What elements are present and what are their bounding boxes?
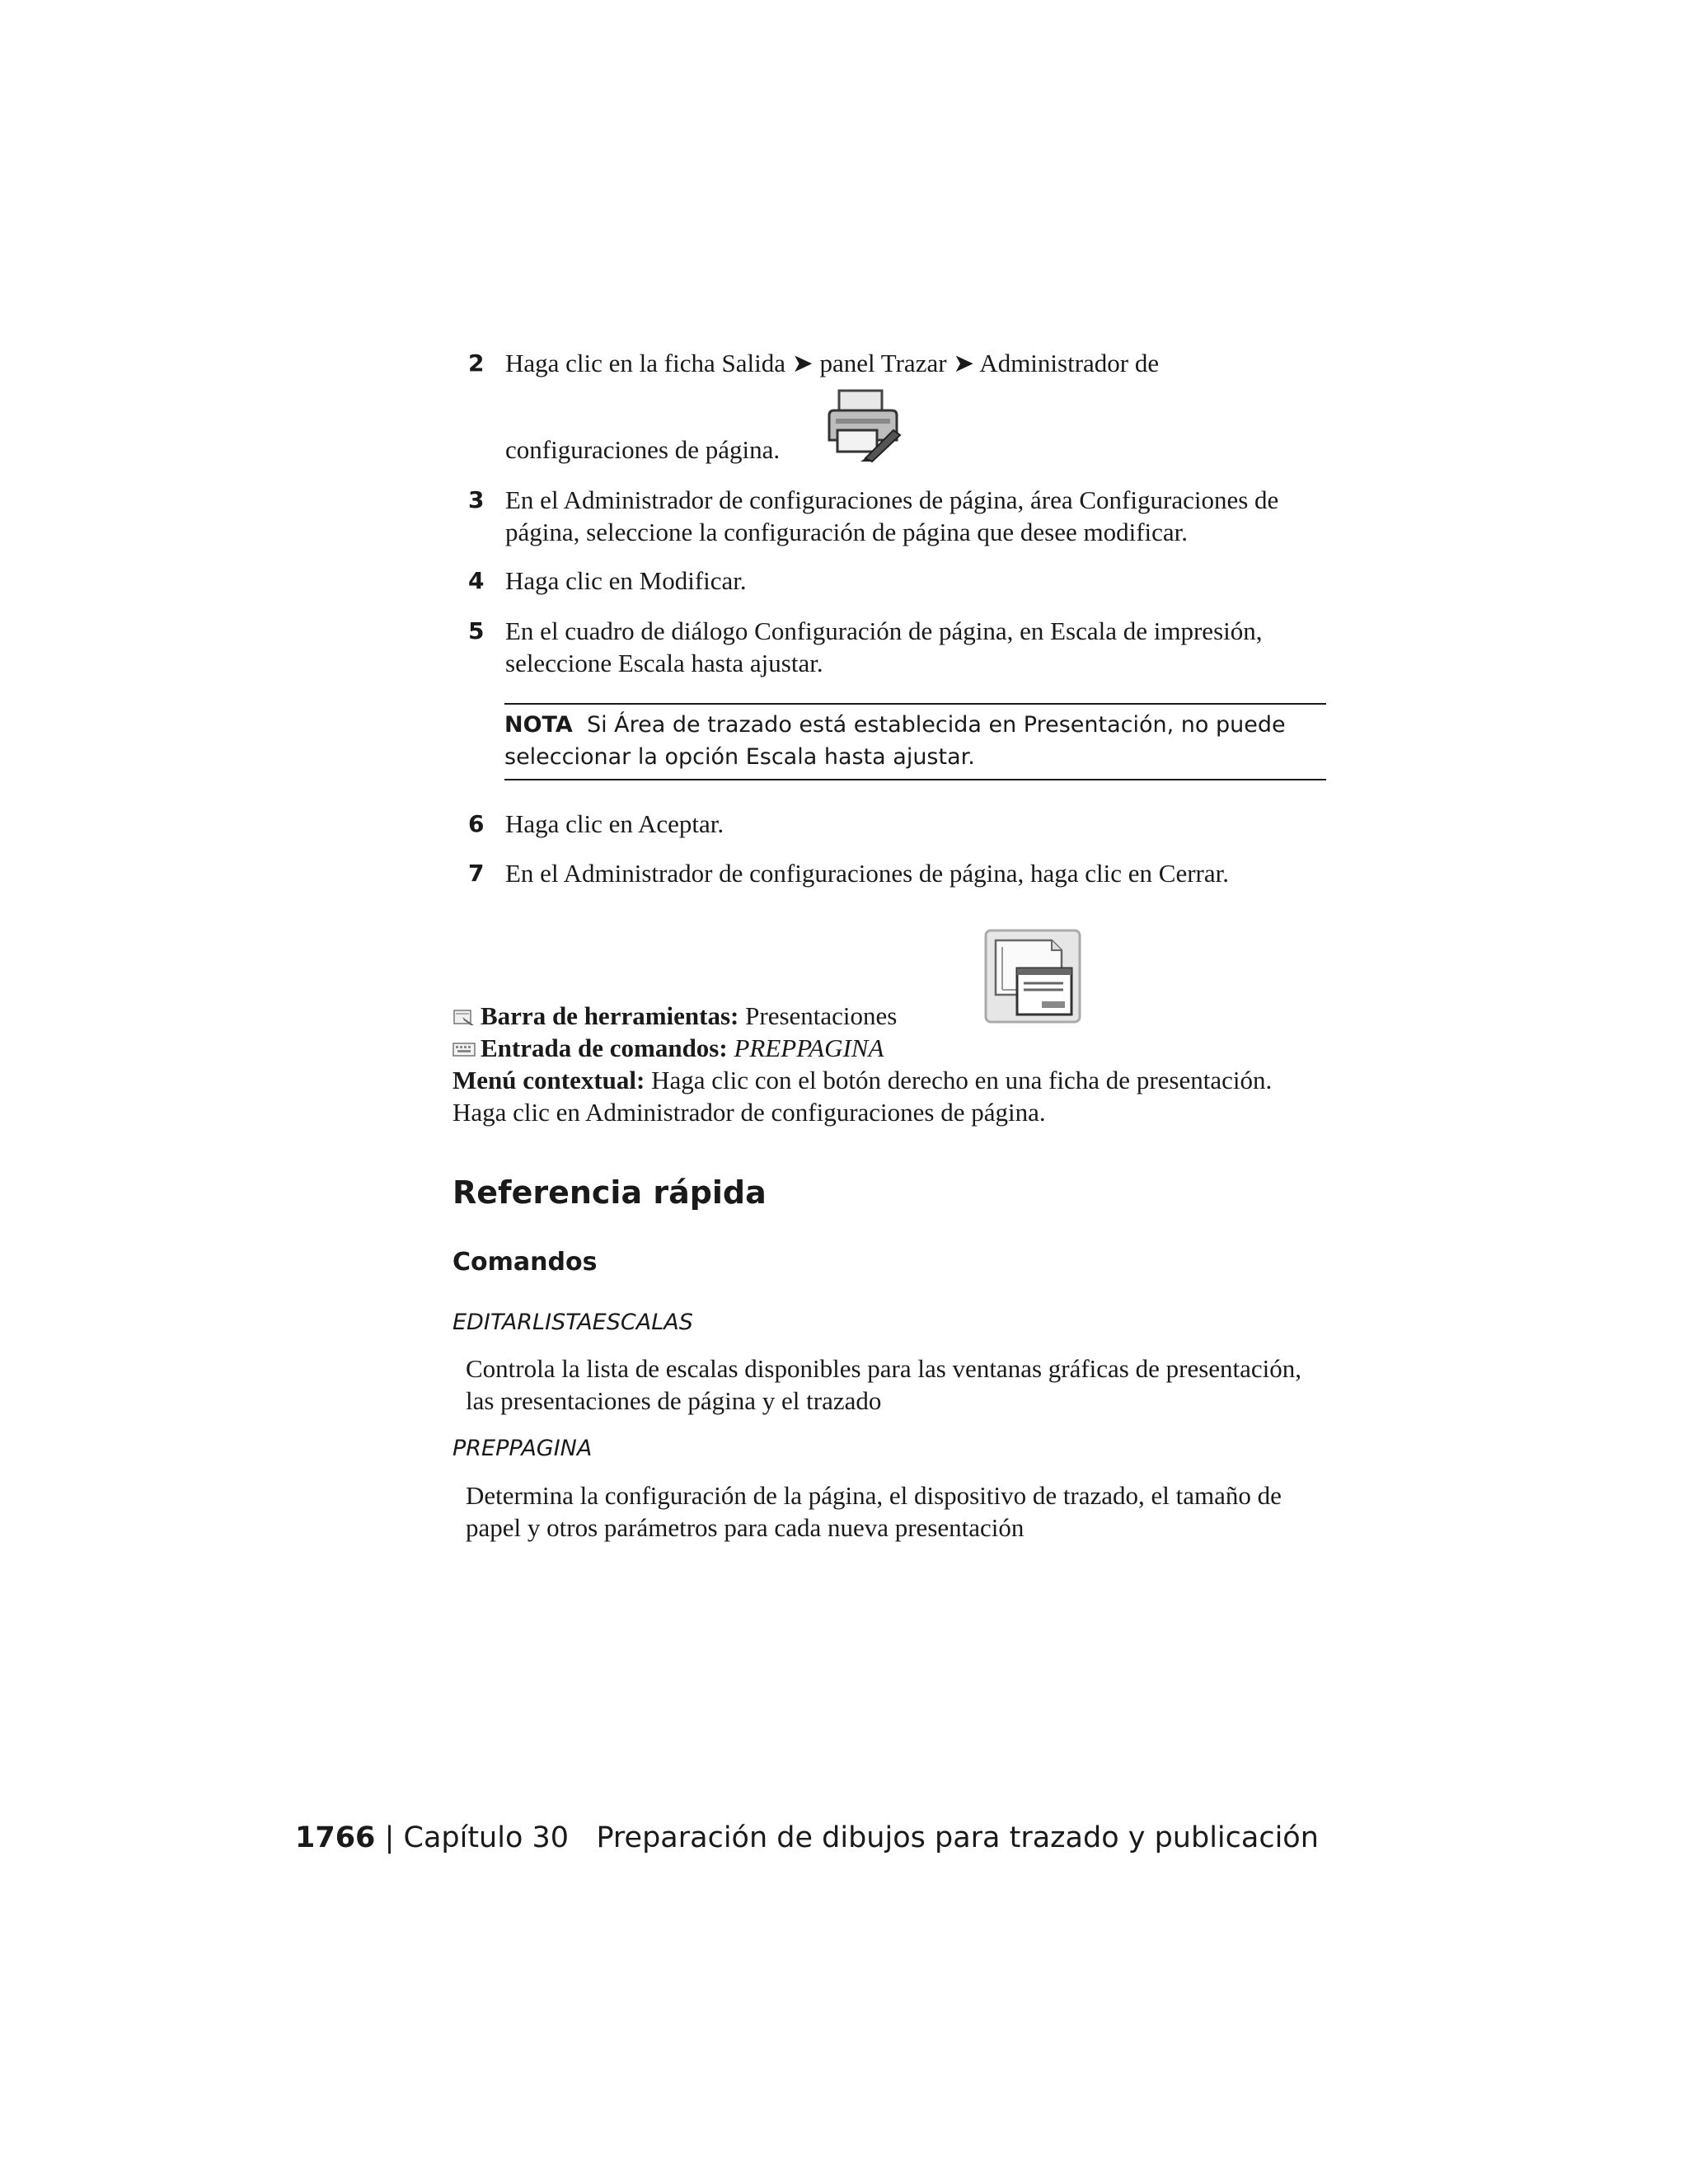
page-setup-printer-icon — [824, 387, 903, 463]
note-text: Si Área de trazado está establecida en Presentación, no puede seleccionar la opción Escala hasta ajustar. — [504, 712, 1286, 770]
step-number: 6 — [468, 810, 485, 837]
context-menu-label: Menú contextual: — [452, 1066, 645, 1094]
toolbar-value: Presentaciones — [745, 1001, 898, 1030]
step-number: 5 — [468, 617, 485, 644]
note-divider-bottom — [504, 779, 1326, 780]
step-text-line1: Haga clic en la ficha Salida ➤ panel Trazar ➤ Administrador de — [505, 349, 1160, 377]
footer-separator: | — [384, 1821, 395, 1854]
step-text: En el Administrador de configuraciones de página, área Configuraciones de página, seleccione la configuración de página que desee modificar. — [505, 485, 1279, 546]
toolbar-label: Barra de herramientas: — [481, 1001, 739, 1030]
keyboard-icon — [452, 1039, 476, 1059]
page-footer — [295, 1821, 1319, 1854]
step-text-line2: configuraciones de página. — [505, 435, 781, 464]
step-text: En el Administrador de configuraciones de página, haga clic en Cerrar. — [505, 859, 1230, 888]
subsection-heading: Comandos — [452, 1248, 598, 1277]
command-description: Determina la configuración de la página, el dispositivo de trazado, el tamaño de papel y otros parámetros para cada nueva presentación — [466, 1481, 1282, 1542]
command-access-line — [452, 1032, 1359, 1064]
step-number: 2 — [468, 349, 485, 377]
page-number: 1766 — [295, 1821, 376, 1854]
command-value: PREPPAGINA — [734, 1033, 884, 1062]
toolbar-access-line — [452, 1000, 1359, 1032]
step-text: Haga clic en Modificar. — [505, 566, 747, 595]
context-menu-access — [452, 1064, 1326, 1128]
toolbar-icon — [452, 1007, 476, 1027]
step-text: Haga clic en Aceptar. — [505, 809, 724, 838]
note-label: NOTA — [504, 712, 573, 738]
chapter-title: Preparación de dibujos para trazado y publicación — [596, 1821, 1319, 1854]
chapter-label: Capítulo 30 — [403, 1821, 570, 1854]
command-name: PREPPAGINA — [452, 1436, 593, 1461]
note-block — [504, 709, 1326, 773]
step-number: 3 — [468, 486, 485, 513]
note-divider-top — [504, 703, 1326, 705]
command-name: EDITARLISTAESCALAS — [452, 1310, 693, 1335]
command-label: Entrada de comandos: — [481, 1033, 728, 1062]
step-number: 7 — [468, 860, 485, 887]
context-menu-value: Haga clic con el botón derecho en una ficha de presentación. Haga clic en Administrador de configuraciones de página. — [452, 1066, 1273, 1127]
command-description: Controla la lista de escalas disponibles para las ventanas gráficas de presentación, las presentaciones de página y el trazado — [466, 1354, 1302, 1415]
section-heading: Referencia rápida — [452, 1174, 767, 1211]
step-text: En el cuadro de diálogo Configuración de página, en Escala de impresión, seleccione Escala hasta ajustar. — [505, 616, 1263, 677]
step-number: 4 — [468, 567, 485, 594]
